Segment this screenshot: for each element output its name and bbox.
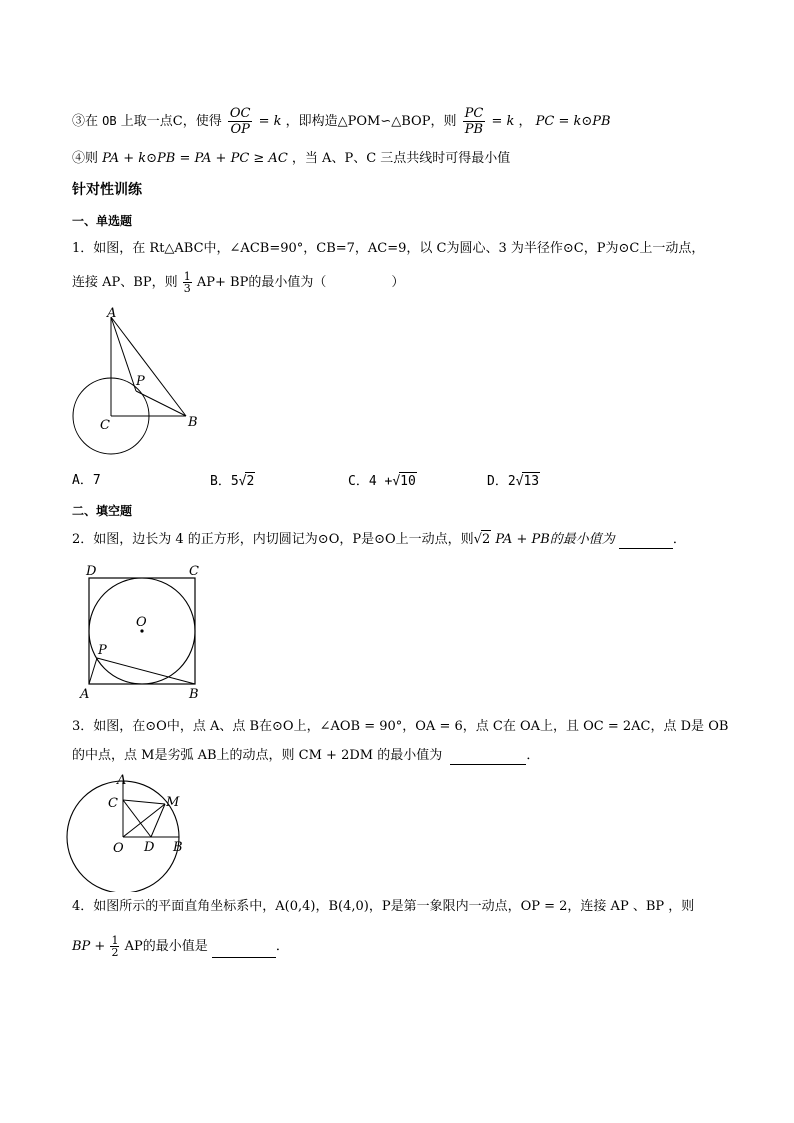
frac-numerator: PC <box>464 106 484 121</box>
step3-eq-k2: = k <box>491 114 515 129</box>
q3-figure <box>65 772 205 892</box>
section-fill-in: 二、填空题 <box>72 504 133 518</box>
q3-line1: 3．如图，在⊙O中，点 A、点 B在⊙O上，∠AOB = 90°，OA = 6，点 C在 OA上，且 OC = 2AC，点 D是 OB <box>72 719 729 734</box>
q3-label-o: O <box>113 841 124 856</box>
q4-fraction-one-half <box>110 935 119 958</box>
q2-figure <box>75 562 215 702</box>
q3-label-c: C <box>108 796 118 811</box>
step3-fraction-pc-pb <box>463 106 486 137</box>
sqrt-icon: √ <box>515 474 524 489</box>
q4-end: ． <box>275 939 289 954</box>
step3-prefix: ③在 <box>72 114 99 129</box>
q1-segment-pb <box>136 391 186 416</box>
q1-label-p: P <box>136 374 145 389</box>
q1-label-c: C <box>100 418 110 433</box>
q1-line2-pre: 连接 AP、BP，则 <box>72 275 178 290</box>
q1-label-b: B <box>188 415 198 430</box>
step3-line <box>72 106 611 137</box>
frac-numerator: OC <box>229 106 251 121</box>
sqrt-icon: √ <box>238 474 247 489</box>
radicand: 13 <box>523 474 540 489</box>
q1-option-b <box>210 472 255 491</box>
sqrt-icon: √ <box>392 474 401 489</box>
option-label: B．5 <box>210 474 239 489</box>
q2-post: PA + PB的最小值为 <box>495 532 615 547</box>
q3-end: ． <box>526 748 540 763</box>
q2-segment-pb <box>97 658 195 684</box>
step4-suffix: ，当 A、P、C 三点共线时可得最小值 <box>291 151 511 166</box>
section-single-choice: 一、单选题 <box>72 214 133 228</box>
q4-line1: 4．如图所示的平面直角坐标系中，A(0,4)，B(4,0)，P是第一象限内一动点，OP = 2，连接 AP 、BP ，则 <box>72 899 695 914</box>
sqrt-icon: √ <box>473 532 482 547</box>
q2-label-d: D <box>86 564 97 579</box>
q2-label-a: A <box>80 687 90 702</box>
q2-label-c: C <box>189 564 199 579</box>
q2-line <box>72 530 686 549</box>
heading-main: 针对性训练 <box>72 182 142 198</box>
q3-line2 <box>72 747 539 765</box>
q2-segment-pa <box>89 658 97 684</box>
q1-line1: 1．如图，在 Rt△ABC中，∠ACB=90°，CB=7，AC=9，以 C为圆心、3 为半径作⊙C，P为⊙C上一动点， <box>72 241 705 256</box>
step4-prefix: ④则 <box>72 151 99 166</box>
option-label: D．2 <box>487 474 516 489</box>
q1-option-a <box>72 472 101 490</box>
q4-answer-blank[interactable] <box>212 943 276 958</box>
q1-fraction-one-third <box>183 271 192 294</box>
radicand: 2 <box>246 474 255 489</box>
step3-text2: ，即构造△POM∽△BOP，则 <box>285 114 457 129</box>
frac-denominator: 2 <box>111 946 119 959</box>
step4-formula: PA + k⊙PB = PA + PC ≥ AC <box>102 151 288 166</box>
q4-line2-post: AP的最小值是 <box>124 939 208 954</box>
q2-answer-blank[interactable] <box>619 534 673 549</box>
q4-line2 <box>72 935 289 958</box>
step3-text1: 上取一点C，使得 <box>120 114 222 129</box>
q3-label-m: M <box>166 795 180 810</box>
q1-figure <box>60 305 210 455</box>
frac-denominator: PB <box>464 122 484 137</box>
option-label: A．7 <box>72 473 101 488</box>
q3-label-a: A <box>117 773 127 788</box>
q4-line2-pre: BP + <box>72 939 106 954</box>
radicand: 2 <box>481 532 491 547</box>
q3-line2-text: 的中点，点 M是劣弧 AB上的动点，则 CM + 2DM 的最小值为 <box>72 748 443 763</box>
q3-label-b: B <box>173 840 183 855</box>
q3-answer-blank[interactable] <box>450 750 526 765</box>
step3-formula: PC = k⊙PB <box>535 114 611 129</box>
step3-text3: ， <box>518 114 532 129</box>
q2-end: ． <box>672 532 686 547</box>
q2-label-b: B <box>189 687 199 702</box>
q3-label-d: D <box>144 840 155 855</box>
radicand: 10 <box>400 474 416 489</box>
q1-segment-ab <box>111 317 186 416</box>
q2-label-o: O <box>136 615 147 630</box>
q1-option-d <box>487 472 540 491</box>
q1-option-c <box>348 472 417 491</box>
q2-pre: 2．如图，边长为 4 的正方形，内切圆记为⊙O，P是⊙O上一动点，则 <box>72 532 474 547</box>
frac-numerator: 1 <box>111 934 119 947</box>
frac-denominator: 3 <box>183 282 191 295</box>
step3-eq-k1: = k <box>258 114 282 129</box>
frac-numerator: 1 <box>183 270 191 283</box>
q1-label-a: A <box>107 306 117 321</box>
frac-denominator: OP <box>230 122 250 137</box>
step3-fraction-oc-op <box>228 106 253 137</box>
option-label: C．4 + <box>348 474 393 489</box>
q2-label-p: P <box>98 643 107 658</box>
q1-line2 <box>72 271 404 294</box>
step4-line <box>72 150 510 168</box>
step3-ob: OB <box>102 114 117 128</box>
q1-line2-post: AP+ BP的最小值为（ ） <box>196 275 405 290</box>
